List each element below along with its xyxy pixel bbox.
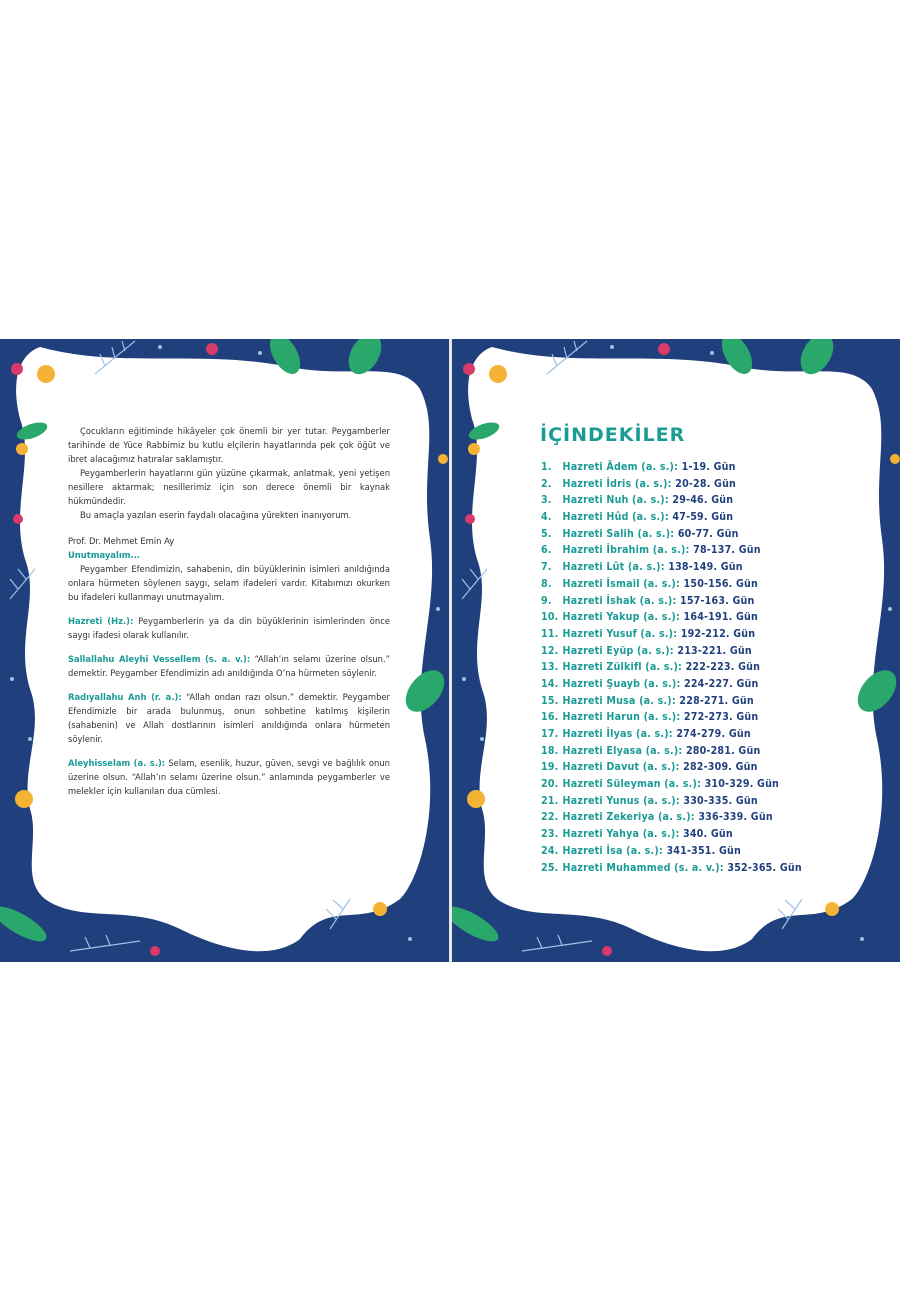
toc-prophet-name: Hazreti Salih (a. s.): xyxy=(562,527,675,540)
toc-item xyxy=(541,628,841,645)
toc-day-range: 330-335. Gün xyxy=(683,794,758,807)
toc-item xyxy=(541,845,841,862)
toc-item xyxy=(541,828,841,845)
note-intro: Peygamber Efendimizin, sahabenin, din büyüklerinin isimleri anıldığında onlara hürmeten söylenen saygı, selam ifadeleri vardır. Kitabımızı okurken bu ifadeleri kullanmayı unutmayalım. xyxy=(68,564,390,602)
term-definition: “Allah ondan razı olsun.” demektir. Peygamber Efendimizle bir arada bulunmuş, onun sohbetine katılmış kişilerin (sahabenin) ve Allah dostlarının isimleri anıldığında onlara hürmeten söylenir. xyxy=(68,692,390,744)
toc-day-range: 310-329. Gün xyxy=(704,778,780,791)
toc-day-range: 282-309. Gün xyxy=(683,761,758,774)
toc-prophet-name: Hazreti Süleyman (a. s.): xyxy=(562,778,702,791)
toc-number: 11. xyxy=(541,627,559,640)
toc-prophet-name: Hazreti Eyüp (a. s.): xyxy=(562,644,674,657)
toc-item xyxy=(541,695,841,712)
term-name: Aleyhisselam (a. s.): xyxy=(68,758,166,768)
toc-prophet-name: Hazreti Muhammed (s. a. v.): xyxy=(562,861,724,874)
toc-item xyxy=(541,645,841,662)
toc-day-range: 192-212. Gün xyxy=(680,627,756,640)
toc-prophet-name: Hazreti İshak (a. s.): xyxy=(562,594,677,607)
toc-prophet-name: Hazreti İsmail (a. s.): xyxy=(562,577,680,590)
toc-prophet-name: Hazreti Elyasa (a. s.): xyxy=(562,744,683,757)
toc-number: 24. xyxy=(541,844,559,857)
toc-prophet-name: Hazreti İbrahim (a. s.): xyxy=(562,544,690,557)
toc-number: 2. xyxy=(541,477,552,490)
toc-day-range: 228-271. Gün xyxy=(679,694,754,707)
table-of-contents xyxy=(541,461,841,878)
toc-prophet-name: Hazreti Musa (a. s.): xyxy=(562,694,676,707)
term-definition: Selam, esenlik, huzur, güven, sevgi ve bağlılık onun üzerine olsun. “Allah’ın selamı üzerine olsun.” anlamında peygamberler ve melekler için kullanılan dua cümlesi. xyxy=(68,758,390,796)
preface-paragraph: Peygamberlerin hayatlarını gün yüzüne çıkarmak, anlatmak, yeni yetişen nesillere aktarmak; nesillerimiz için son derece önemli bir kaynak hükmündedir. xyxy=(68,468,390,506)
toc-prophet-name: Hazreti Zekeriya (a. s.): xyxy=(562,811,695,824)
left-page xyxy=(0,339,449,962)
toc-prophet-name: Hazreti İdris (a. s.): xyxy=(562,477,672,490)
toc-number: 12. xyxy=(541,644,559,657)
toc-prophet-name: Hazreti Lût (a. s.): xyxy=(562,561,665,574)
toc-item xyxy=(541,544,841,561)
term-definition: “Allah’ın selamı üzerine olsun.” demektir. Peygamber Efendimizin adı anıldığında O’na hürmeten söylenir. xyxy=(68,654,390,678)
toc-day-range: 280-281. Gün xyxy=(685,744,761,757)
toc-item xyxy=(541,511,841,528)
toc-item xyxy=(541,611,841,628)
toc-number: 5. xyxy=(541,527,552,540)
toc-item xyxy=(541,862,841,879)
toc-item xyxy=(541,478,841,495)
toc-number: 10. xyxy=(541,611,559,624)
toc-number: 22. xyxy=(541,811,559,824)
toc-day-range: 47-59. Gün xyxy=(672,511,734,524)
toc-day-range: 1-19. Gün xyxy=(681,461,736,473)
toc-item xyxy=(541,811,841,828)
toc-number: 13. xyxy=(541,661,559,674)
toc-number: 18. xyxy=(541,744,559,757)
toc-item xyxy=(541,561,841,578)
toc-item xyxy=(541,494,841,511)
toc-prophet-name: Hazreti Yakup (a. s.): xyxy=(562,611,680,624)
toc-number: 17. xyxy=(541,728,559,740)
toc-prophet-name: Hazreti İsa (a. s.): xyxy=(562,844,663,857)
preface-paragraph: Bu amaçla yazılan eserin faydalı olacağına yürekten inanıyorum. xyxy=(80,510,352,520)
toc-day-range: 164-191. Gün xyxy=(683,611,759,624)
author-signature: Prof. Dr. Mehmet Emin Ay xyxy=(68,536,175,546)
toc-number: 14. xyxy=(541,677,559,690)
toc-item xyxy=(541,678,841,695)
toc-prophet-name: Hazreti Davut (a. s.): xyxy=(562,761,680,774)
toc-item xyxy=(541,778,841,795)
toc-prophet-name: Hazreti Yunus (a. s.): xyxy=(562,794,680,807)
toc-day-range: 224-227. Gün xyxy=(684,677,759,690)
toc-number: 23. xyxy=(541,828,559,841)
toc-day-range: 138-149. Gün xyxy=(668,561,743,574)
term-entry xyxy=(68,614,390,642)
toc-day-range: 150-156. Gün xyxy=(683,577,759,590)
toc-prophet-name: Hazreti Yahya (a. s.): xyxy=(562,828,680,841)
toc-day-range: 222-223. Gün xyxy=(685,661,761,674)
toc-day-range: 60-77. Gün xyxy=(677,527,739,540)
toc-number: 21. xyxy=(541,794,559,807)
toc-item xyxy=(541,461,841,478)
toc-number: 20. xyxy=(541,778,559,791)
toc-prophet-name: Hazreti Harun (a. s.): xyxy=(562,711,681,724)
toc-item xyxy=(541,528,841,545)
toc-item xyxy=(541,795,841,812)
toc-day-range: 272-273. Gün xyxy=(683,711,759,724)
term-name: Sallallahu Aleyhi Vessellem (s. a. v.): xyxy=(68,654,251,664)
term-entry xyxy=(68,652,390,680)
toc-item xyxy=(541,578,841,595)
toc-number: 3. xyxy=(541,494,552,507)
toc-prophet-name: Hazreti Yusuf (a. s.): xyxy=(562,627,678,640)
toc-prophet-name: Hazreti Nuh (a. s.): xyxy=(562,494,669,507)
term-entry xyxy=(68,690,390,746)
toc-item xyxy=(541,745,841,762)
toc-day-range: 336-339. Gün xyxy=(698,811,773,824)
toc-number: 25. xyxy=(541,861,559,874)
toc-number: 19. xyxy=(541,761,559,774)
toc-day-range: 340. Gün xyxy=(683,828,733,841)
toc-item xyxy=(541,761,841,778)
toc-item xyxy=(541,661,841,678)
term-entry xyxy=(68,756,390,798)
toc-day-range: 157-163. Gün xyxy=(680,594,755,607)
toc-prophet-name: Hazreti Âdem (a. s.): xyxy=(562,461,679,473)
toc-number: 15. xyxy=(541,694,559,707)
toc-day-range: 29-46. Gün xyxy=(672,494,734,507)
note-heading: Unutmayalım... xyxy=(68,550,140,560)
toc-item xyxy=(541,728,841,745)
toc-day-range: 20-28. Gün xyxy=(675,477,737,490)
toc-number: 9. xyxy=(541,594,552,607)
toc-item xyxy=(541,711,841,728)
toc-prophet-name: Hazreti Zülkifl (a. s.): xyxy=(562,661,683,674)
toc-number: 7. xyxy=(541,561,552,574)
toc-prophet-name: Hazreti İlyas (a. s.): xyxy=(562,728,673,740)
toc-day-range: 78-137. Gün xyxy=(693,544,761,557)
toc-day-range: 213-221. Gün xyxy=(677,644,752,657)
toc-day-range: 274-279. Gün xyxy=(676,728,751,740)
toc-prophet-name: Hazreti Şuayb (a. s.): xyxy=(562,677,681,690)
toc-day-range: 341-351. Gün xyxy=(666,844,741,857)
toc-number: 6. xyxy=(541,544,552,557)
term-name: Radıyallahu Anh (r. a.): xyxy=(68,692,182,702)
toc-number: 4. xyxy=(541,511,552,524)
term-name: Hazreti (Hz.): xyxy=(68,616,134,626)
toc-item xyxy=(541,595,841,612)
toc-title: İÇİNDEKİLER xyxy=(540,424,686,446)
preface xyxy=(68,424,390,798)
toc-number: 1. xyxy=(541,461,552,473)
toc-prophet-name: Hazreti Hûd (a. s.): xyxy=(562,511,669,524)
preface-paragraph: Çocukların eğitiminde hikâyeler çok önemli bir yer tutar. Peygamberler tarihinde de Yüce Rabbimiz bu kutlu elçilerin hayatlarında pek çok öğüt ve ibret alacağımız hatıralar saklamıştır. xyxy=(68,426,390,464)
toc-number: 8. xyxy=(541,577,552,590)
toc-day-range: 352-365. Gün xyxy=(727,861,802,874)
term-definition: Peygamberlerin ya da din büyüklerinin isimlerinden önce saygı ifadesi olarak kullanılır. xyxy=(68,616,390,640)
toc-number: 16. xyxy=(541,711,559,724)
